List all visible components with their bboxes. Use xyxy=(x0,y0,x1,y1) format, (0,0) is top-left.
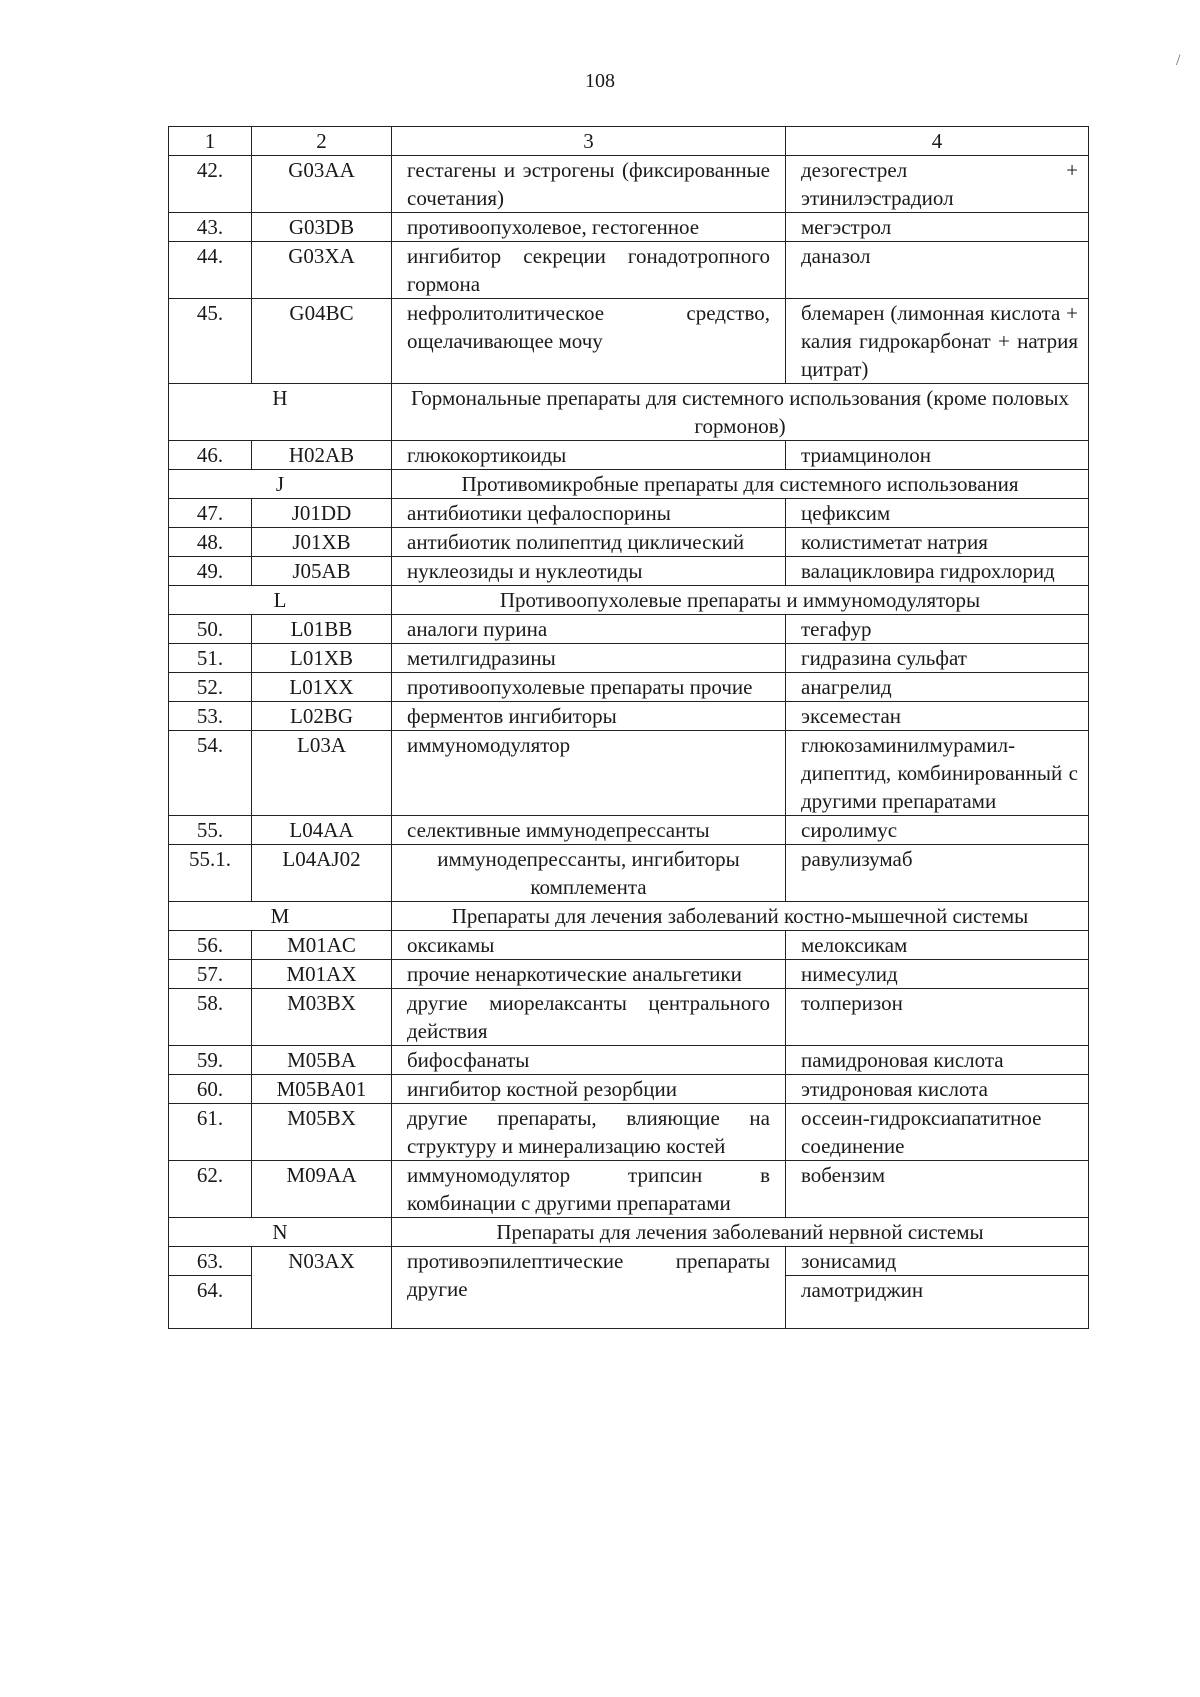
section-row xyxy=(169,384,1089,441)
margin-mark: / xyxy=(1176,52,1181,69)
row-number: 63. xyxy=(169,1247,252,1276)
group-description: нефролитолитическое средство, ощелачивающее мочу xyxy=(392,299,786,384)
section-row xyxy=(169,1218,1089,1247)
section-title: Препараты для лечения заболеваний костно-мышечной системы xyxy=(392,902,1089,931)
group-description: антибиотики цефалоспорины xyxy=(392,499,786,528)
table-row xyxy=(169,644,1089,673)
group-description: противоопухолевые препараты прочие xyxy=(392,673,786,702)
row-number: 50. xyxy=(169,615,252,644)
section-row xyxy=(169,470,1089,499)
group-description: глюкокортикоиды xyxy=(392,441,786,470)
group-description: антибиотик полипептид циклический xyxy=(392,528,786,557)
drug-name: ламотриджин xyxy=(786,1276,1089,1329)
header-cell-1: 1 xyxy=(169,127,252,156)
atc-code: G04BC xyxy=(252,299,392,384)
table-row xyxy=(169,989,1089,1046)
section-letter: N xyxy=(169,1218,392,1247)
row-number: 64. xyxy=(169,1276,252,1329)
drug-name: мегэстрол xyxy=(786,213,1089,242)
drug-name: анагрелид xyxy=(786,673,1089,702)
section-letter: H xyxy=(169,384,392,441)
row-number: 55. xyxy=(169,816,252,845)
group-description: нуклеозиды и нуклеотиды xyxy=(392,557,786,586)
drug-name: оссеин-гидроксиапатитное соединение xyxy=(786,1104,1089,1161)
drug-name: колистиметат натрия xyxy=(786,528,1089,557)
header-cell-4: 4 xyxy=(786,127,1089,156)
table-row xyxy=(169,499,1089,528)
drug-name: нимесулид xyxy=(786,960,1089,989)
group-description: аналоги пурина xyxy=(392,615,786,644)
row-number: 62. xyxy=(169,1161,252,1218)
table-row xyxy=(169,528,1089,557)
table-row xyxy=(169,816,1089,845)
drug-name: эксеместан xyxy=(786,702,1089,731)
row-number: 54. xyxy=(169,731,252,816)
atc-code: G03XA xyxy=(252,242,392,299)
header-cell-2: 2 xyxy=(252,127,392,156)
atc-code: M05BX xyxy=(252,1104,392,1161)
drug-name: сиролимус xyxy=(786,816,1089,845)
section-title: Противомикробные препараты для системного использования xyxy=(392,470,1089,499)
row-number: 47. xyxy=(169,499,252,528)
row-number: 43. xyxy=(169,213,252,242)
table-row xyxy=(169,1104,1089,1161)
row-number: 52. xyxy=(169,673,252,702)
atc-code: L02BG xyxy=(252,702,392,731)
atc-code: M03BX xyxy=(252,989,392,1046)
row-number: 44. xyxy=(169,242,252,299)
table-row xyxy=(169,557,1089,586)
atc-code: J01XB xyxy=(252,528,392,557)
group-description: иммунодепрессанты, ингибиторы комплемента xyxy=(392,845,786,902)
table-row xyxy=(169,731,1089,816)
atc-code: M01AX xyxy=(252,960,392,989)
atc-code: L04AJ02 xyxy=(252,845,392,902)
table-row xyxy=(169,213,1089,242)
atc-code: H02AB xyxy=(252,441,392,470)
atc-code: M09AA xyxy=(252,1161,392,1218)
atc-code: L01BB xyxy=(252,615,392,644)
table-row xyxy=(169,1247,1089,1276)
atc-code: J01DD xyxy=(252,499,392,528)
table-row xyxy=(169,299,1089,384)
group-description: селективные иммунодепрессанты xyxy=(392,816,786,845)
table-row xyxy=(169,156,1089,213)
medication-table-container xyxy=(168,126,1088,1329)
group-description: противоопухолевое, гестогенное xyxy=(392,213,786,242)
section-letter: M xyxy=(169,902,392,931)
group-description: метилгидразины xyxy=(392,644,786,673)
drug-name: этидроновая кислота xyxy=(786,1075,1089,1104)
drug-name: гидразина сульфат xyxy=(786,644,1089,673)
row-number: 57. xyxy=(169,960,252,989)
page-number: 108 xyxy=(585,70,615,92)
drug-name: толперизон xyxy=(786,989,1089,1046)
section-letter: J xyxy=(169,470,392,499)
table-body xyxy=(169,127,1089,1329)
atc-code: L01XB xyxy=(252,644,392,673)
row-number: 45. xyxy=(169,299,252,384)
group-description: гестагены и эстрогены (фиксированные сочетания) xyxy=(392,156,786,213)
medication-table xyxy=(168,126,1089,1329)
row-number: 61. xyxy=(169,1104,252,1161)
atc-code: M05BA xyxy=(252,1046,392,1075)
table-row xyxy=(169,1075,1089,1104)
atc-code: G03AA xyxy=(252,156,392,213)
drug-name: вобензим xyxy=(786,1161,1089,1218)
drug-name: даназол xyxy=(786,242,1089,299)
table-row xyxy=(169,845,1089,902)
drug-name: валацикловира гидрохлорид xyxy=(786,557,1089,586)
group-description: бифосфанаты xyxy=(392,1046,786,1075)
drug-name: тегафур xyxy=(786,615,1089,644)
group-description: прочие ненаркотические анальгетики xyxy=(392,960,786,989)
section-row xyxy=(169,902,1089,931)
drug-name: дезогестрел + этинилэстрадиол xyxy=(786,156,1089,213)
section-title: Препараты для лечения заболеваний нервной системы xyxy=(392,1218,1089,1247)
table-row xyxy=(169,242,1089,299)
table-row xyxy=(169,702,1089,731)
drug-name: равулизумаб xyxy=(786,845,1089,902)
row-number: 53. xyxy=(169,702,252,731)
section-letter: L xyxy=(169,586,392,615)
group-description: противоэпилептические препараты другие xyxy=(392,1247,786,1329)
atc-code: M05BA01 xyxy=(252,1075,392,1104)
drug-name: мелоксикам xyxy=(786,931,1089,960)
drug-name: цефиксим xyxy=(786,499,1089,528)
atc-code: G03DB xyxy=(252,213,392,242)
table-row xyxy=(169,615,1089,644)
group-description: ингибитор секреции гонадотропного гормона xyxy=(392,242,786,299)
atc-code: L04AA xyxy=(252,816,392,845)
table-row xyxy=(169,441,1089,470)
table-row xyxy=(169,960,1089,989)
atc-code: L03A xyxy=(252,731,392,816)
row-number: 60. xyxy=(169,1075,252,1104)
drug-name: памидроновая кислота xyxy=(786,1046,1089,1075)
section-title: Гормональные препараты для системного использования (кроме половых гормонов) xyxy=(392,384,1089,441)
row-number: 46. xyxy=(169,441,252,470)
header-cell-3: 3 xyxy=(392,127,786,156)
row-number: 48. xyxy=(169,528,252,557)
drug-name: триамцинолон xyxy=(786,441,1089,470)
group-description: другие миорелаксанты центрального действия xyxy=(392,989,786,1046)
atc-code: J05AB xyxy=(252,557,392,586)
drug-name: зонисамид xyxy=(786,1247,1089,1276)
group-description: ферментов ингибиторы xyxy=(392,702,786,731)
row-number: 55.1. xyxy=(169,845,252,902)
drug-name: блемарен (лимонная кислота + калия гидрокарбонат + натрия цитрат) xyxy=(786,299,1089,384)
group-description: иммуномодулятор xyxy=(392,731,786,816)
table-row xyxy=(169,1046,1089,1075)
group-description: иммуномодулятор трипсин в комбинации с другими препаратами xyxy=(392,1161,786,1218)
row-number: 59. xyxy=(169,1046,252,1075)
table-row xyxy=(169,673,1089,702)
drug-name: глюкозаминилмурамил-дипептид, комбинированный с другими препаратами xyxy=(786,731,1089,816)
row-number: 51. xyxy=(169,644,252,673)
table-row xyxy=(169,931,1089,960)
section-title: Противоопухолевые препараты и иммуномодуляторы xyxy=(392,586,1089,615)
row-number: 42. xyxy=(169,156,252,213)
row-number: 49. xyxy=(169,557,252,586)
header-row xyxy=(169,127,1089,156)
atc-code: M01AC xyxy=(252,931,392,960)
group-description: оксикамы xyxy=(392,931,786,960)
group-description: ингибитор костной резорбции xyxy=(392,1075,786,1104)
atc-code: N03AX xyxy=(252,1247,392,1329)
section-row xyxy=(169,586,1089,615)
row-number: 56. xyxy=(169,931,252,960)
group-description: другие препараты, влияющие на структуру и минерализацию костей xyxy=(392,1104,786,1161)
table-row xyxy=(169,1161,1089,1218)
atc-code: L01XX xyxy=(252,673,392,702)
row-number: 58. xyxy=(169,989,252,1046)
